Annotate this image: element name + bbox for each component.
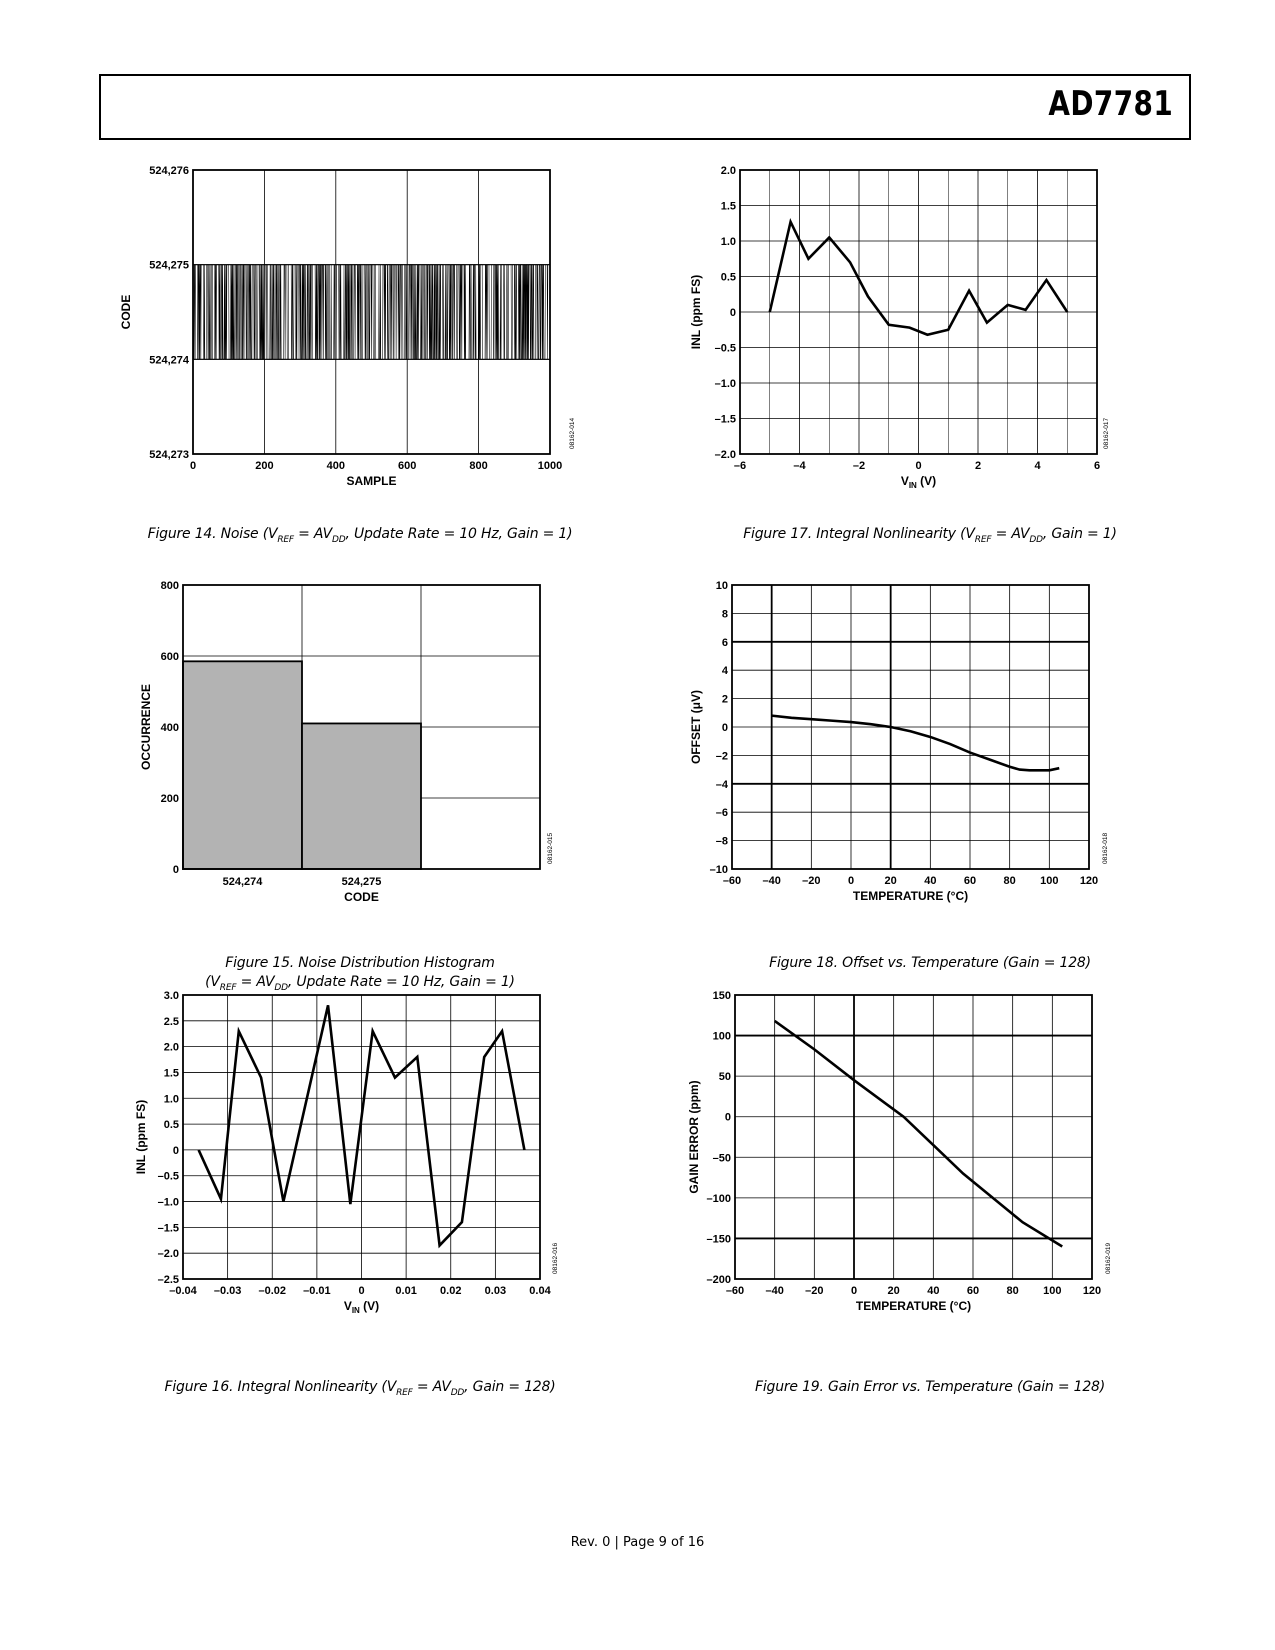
y-tick-label: 150 xyxy=(712,990,731,1002)
figure-16-caption: Figure 16. Integral Nonlinearity ($V_{REF} = AV_{DD}$, Gain = 128) xyxy=(164,1379,556,1398)
figure-15-caption xyxy=(120,954,600,998)
y-tick-label: –0.5 xyxy=(714,342,736,355)
y-tick-label: 3.0 xyxy=(163,990,179,1002)
x-tick-label: 80 xyxy=(1003,875,1016,887)
x-tick-label: 0 xyxy=(850,1285,858,1297)
y-tick-label: –2.0 xyxy=(157,1248,179,1261)
y-axis-label: OFFSET (μV) xyxy=(689,689,703,765)
x-axis-label: TEMPERATURE (°C) xyxy=(855,1299,972,1313)
y-tick-label: –150 xyxy=(706,1233,731,1246)
x-tick-label: 0.03 xyxy=(484,1285,507,1297)
figure-code: 08162-018 xyxy=(1102,832,1109,864)
x-tick-label: –60 xyxy=(722,875,742,887)
y-axis-label: INL (ppm FS) xyxy=(134,1099,148,1175)
y-tick-label: 8 xyxy=(721,608,728,621)
figure-18-caption: Figure 18. Offset vs. Temperature (Gain = 128) xyxy=(769,955,1091,971)
y-tick-label: 1.0 xyxy=(163,1093,179,1106)
x-tick-label: –20 xyxy=(805,1285,824,1297)
y-axis-label: CODE xyxy=(119,294,133,330)
y-tick-label: –2.5 xyxy=(157,1274,179,1286)
x-tick-label: 100 xyxy=(1043,1285,1062,1297)
y-tick-label: 1.5 xyxy=(720,200,736,213)
y-tick-label: 600 xyxy=(160,651,179,663)
x-tick-label: –4 xyxy=(793,460,806,472)
figure-17-caption: Figure 17. Integral Nonlinearity ($V_{REF} = AV_{DD}$, Gain = 1) xyxy=(743,526,1117,545)
figure-15-caption-line1: Figure 15. Noise Distribution Histogram xyxy=(225,955,495,971)
x-tick-label: 0 xyxy=(358,1285,365,1297)
figure-code: 08162-015 xyxy=(547,832,554,864)
figure-19-caption: Figure 19. Gain Error vs. Temperature (Gain = 128) xyxy=(754,1379,1106,1395)
figure-15-caption-line2: ($V_{REF} = AV_{DD}$, Update Rate = 10 Hz, Gain = 1) xyxy=(205,974,515,993)
x-axis-label-suffix: (V) xyxy=(916,474,937,488)
x-tick-label: –0.03 xyxy=(213,1285,242,1297)
x-tick-label: 4 xyxy=(1034,460,1041,472)
chart-noise-histogram xyxy=(120,580,600,950)
x-tick-label: 0.02 xyxy=(440,1285,462,1297)
x-axis-label: CODE xyxy=(344,890,379,904)
y-axis-label: OCCURRENCE xyxy=(139,683,153,771)
y-tick-label: –50 xyxy=(712,1152,731,1165)
x-tick-label: 0 xyxy=(847,875,855,887)
y-tick-label: 2.0 xyxy=(720,165,736,177)
y-tick-label: 200 xyxy=(160,793,179,805)
y-tick-label: 100 xyxy=(712,1030,731,1043)
page-footer: Rev. 0 | Page 9 of 16 xyxy=(570,1535,705,1550)
x-tick-label: 200 xyxy=(255,460,274,472)
x-tick-label: 60 xyxy=(966,1285,980,1297)
chart-offset-vs-temperature xyxy=(689,580,1170,950)
x-tick-label: –40 xyxy=(765,1285,784,1297)
x-tick-label: 20 xyxy=(884,875,897,887)
x-tick-label: 600 xyxy=(398,460,417,472)
chart-inl-gain-128 xyxy=(120,990,600,1380)
y-tick-label: –0.5 xyxy=(157,1170,179,1183)
x-tick-label: 0.01 xyxy=(395,1285,417,1297)
noise-series-line xyxy=(193,265,550,360)
y-tick-label: 4 xyxy=(721,665,728,678)
x-tick-label: 524,274 xyxy=(222,876,263,888)
x-tick-label: 80 xyxy=(1006,1285,1019,1297)
y-tick-label: 1.5 xyxy=(163,1067,179,1080)
y-tick-label: 6 xyxy=(721,636,728,649)
y-tick-label: 800 xyxy=(160,580,179,592)
x-tick-label: –6 xyxy=(733,460,747,472)
y-tick-label: 0.5 xyxy=(720,271,736,284)
y-tick-label: 0 xyxy=(729,307,736,319)
x-tick-label: –20 xyxy=(802,875,821,887)
x-tick-label: –0.01 xyxy=(303,1285,331,1297)
histogram-bar xyxy=(183,661,302,869)
x-axis-label: $V_{IN}$ (V) xyxy=(343,1299,380,1315)
data-series-line xyxy=(775,1021,1063,1247)
y-tick-label: 2.5 xyxy=(163,1015,179,1028)
y-tick-label: 50 xyxy=(718,1071,731,1084)
y-tick-label: 0 xyxy=(724,1111,731,1124)
y-tick-label: –2.0 xyxy=(714,449,736,461)
page-header xyxy=(99,74,1191,140)
x-axis-label: SAMPLE xyxy=(346,474,397,488)
figure-code: 08162-016 xyxy=(552,1242,559,1274)
x-tick-label: –0.04 xyxy=(169,1285,197,1297)
y-tick-label: –4 xyxy=(715,778,728,791)
y-tick-label: 10 xyxy=(715,580,728,592)
x-tick-label: 524,275 xyxy=(341,876,382,888)
y-tick-label: 0 xyxy=(172,864,179,876)
y-tick-label: –1.0 xyxy=(714,378,736,390)
y-tick-label: –1.5 xyxy=(157,1222,179,1235)
x-tick-label: 20 xyxy=(887,1285,900,1297)
x-tick-label: 40 xyxy=(927,1285,940,1297)
y-tick-label: 1.0 xyxy=(720,236,736,248)
y-tick-label: 0 xyxy=(172,1144,179,1157)
figure-code: 08162-014 xyxy=(569,417,576,449)
y-tick-label: 2 xyxy=(721,693,728,706)
x-tick-label: 400 xyxy=(326,460,345,472)
x-tick-label: 0 xyxy=(915,460,922,472)
x-tick-label: 0 xyxy=(189,460,197,472)
y-tick-label: 2.0 xyxy=(163,1041,179,1054)
y-tick-label: 524,273 xyxy=(149,449,189,461)
x-tick-label: 60 xyxy=(963,875,977,887)
y-tick-label: –200 xyxy=(706,1274,731,1286)
y-tick-label: –2 xyxy=(715,750,728,763)
x-tick-label: 800 xyxy=(469,460,488,472)
figure-code: 08162-019 xyxy=(1105,1242,1112,1274)
x-axis-label-sub: IN xyxy=(351,1306,360,1315)
y-tick-label: 524,276 xyxy=(149,165,189,177)
x-tick-label: 120 xyxy=(1082,1285,1102,1297)
x-tick-label: –40 xyxy=(762,875,781,887)
x-tick-label: 40 xyxy=(924,875,937,887)
x-tick-label: 120 xyxy=(1079,875,1099,887)
y-tick-label: –1.5 xyxy=(714,413,736,426)
x-axis-label-sub: IN xyxy=(908,481,917,490)
x-tick-label: 2 xyxy=(974,460,982,472)
chart-inl-gain-1 xyxy=(690,160,1170,520)
x-tick-label: 1000 xyxy=(537,460,563,472)
figure-code: 08162-017 xyxy=(1103,417,1110,449)
chart-noise-vs-sample xyxy=(120,160,600,520)
x-tick-label: –0.02 xyxy=(258,1285,287,1297)
data-series-line xyxy=(772,716,1060,771)
y-tick-label: 0 xyxy=(721,722,728,734)
histogram-bar xyxy=(302,723,421,869)
y-tick-label: 524,275 xyxy=(149,259,189,272)
y-axis-label: INL (ppm FS) xyxy=(689,274,703,350)
y-tick-label: –6 xyxy=(715,807,728,820)
x-tick-label: –2 xyxy=(852,460,866,472)
y-tick-label: –1.0 xyxy=(157,1196,179,1209)
part-number: AD7781 xyxy=(1048,84,1173,124)
y-tick-label: 524,274 xyxy=(149,354,189,367)
x-tick-label: 100 xyxy=(1040,875,1059,887)
figure-14-caption: Figure 14. Noise ($V_{REF} = AV_{DD}$, Update Rate = 10 Hz, Gain = 1) xyxy=(147,526,573,545)
y-axis-label: GAIN ERROR (ppm) xyxy=(687,1080,701,1194)
y-tick-label: 0.5 xyxy=(163,1119,179,1132)
y-tick-label: –10 xyxy=(709,864,728,876)
x-tick-label: 0.04 xyxy=(529,1285,551,1297)
y-tick-label: –8 xyxy=(715,835,728,848)
x-axis-label: TEMPERATURE (°C) xyxy=(852,889,969,903)
plot-frame xyxy=(735,995,1092,1279)
x-tick-label: –60 xyxy=(725,1285,745,1297)
x-tick-label: 6 xyxy=(1093,460,1101,472)
y-tick-label: –100 xyxy=(706,1192,731,1205)
y-tick-label: 400 xyxy=(160,722,179,734)
chart-gain-error-vs-temperature xyxy=(687,990,1170,1380)
x-axis-label: $V_{IN}$ (V) xyxy=(900,474,937,490)
x-axis-label-suffix: (V) xyxy=(359,1299,380,1313)
